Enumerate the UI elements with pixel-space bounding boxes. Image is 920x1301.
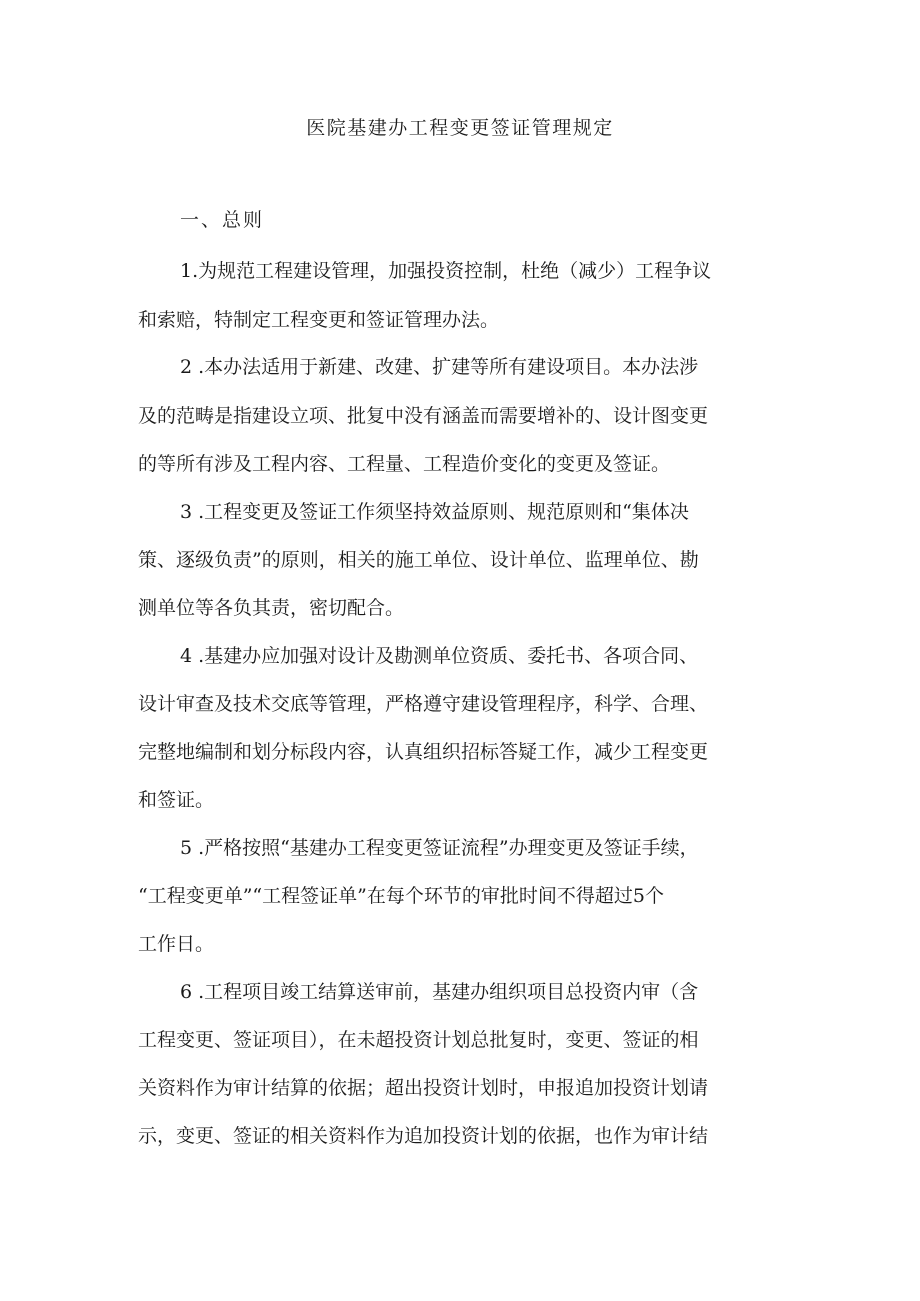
paragraph-6-line-3: 关资料作为审计结算的依据；超出投资计划时，申报追加投资计划请 — [138, 1077, 709, 1099]
document-title: 医院基建办工程变更签证管理规定 — [306, 117, 614, 139]
paragraph-1-line-1: 1.为规范工程建设管理，加强投资控制，杜绝（减少）工程争议 — [180, 260, 712, 282]
paragraph-3-line-1: 3 .工程变更及签证工作须坚持效益原则、规范原则和“集体决 — [180, 501, 689, 523]
paragraph-4-line-4: 和签证。 — [138, 789, 215, 811]
paragraph-4-line-1: 4 .基建办应加强对设计及勘测单位资质、委托书、各项合同、 — [180, 645, 699, 667]
paragraph-2-line-3: 的等所有涉及工程内容、工程量、工程造价变化的变更及签证。 — [138, 453, 671, 475]
paragraph-1-line-2: 和索赔，特制定工程变更和签证管理办法。 — [138, 309, 500, 331]
paragraph-2-line-1: 2 .本办法适用于新建、改建、扩建等所有建设项目。本办法涉 — [180, 356, 699, 378]
paragraph-3-line-3: 测单位等各负其责，密切配合。 — [138, 597, 405, 619]
section-heading: 一、总则 — [180, 209, 265, 231]
paragraph-5-line-3: 工作日。 — [138, 933, 215, 955]
paragraph-2-line-2: 及的范畴是指建设立项、批复中没有涵盖而需要增补的、设计图变更 — [138, 405, 709, 427]
paragraph-5-line-1: 5 .严格按照“基建办工程变更签证流程”办理变更及签证手续， — [180, 837, 699, 859]
paragraph-6-line-2: 工程变更、签证项目），在未超投资计划总批复时，变更、签证的相 — [138, 1029, 699, 1051]
paragraph-4-line-2: 设计审查及技术交底等管理，严格遵守建设管理程序，科学、合理、 — [138, 693, 709, 715]
paragraph-6-line-1: 6 .工程项目竣工结算送审前，基建办组织项目总投资内审（含 — [180, 981, 699, 1003]
paragraph-4-line-3: 完整地编制和划分标段内容，认真组织招标答疑工作，减少工程变更 — [138, 741, 709, 763]
paragraph-6-line-4: 示，变更、签证的相关资料作为追加投资计划的依据，也作为审计结 — [138, 1125, 709, 1147]
paragraph-5-line-2: “工程变更单”“工程签证单”在每个环节的审批时间不得超过5个 — [138, 885, 664, 907]
paragraph-3-line-2: 策、逐级负责”的原则，相关的施工单位、设计单位、监理单位、勘 — [138, 549, 699, 571]
